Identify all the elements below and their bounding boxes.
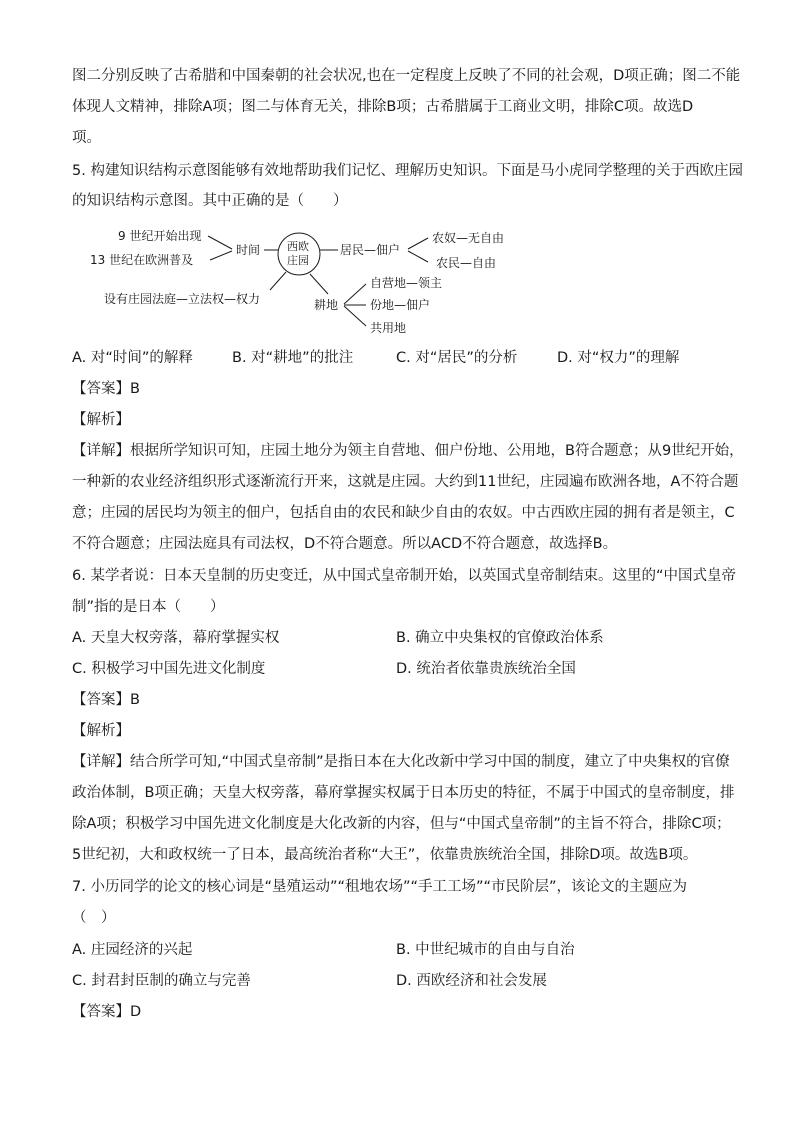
option-d: D. 西欧经济和社会发展 (396, 973, 547, 989)
option-d: D. 对“权力”的理解 (557, 350, 680, 366)
analysis-label: 【解析】 (72, 412, 130, 428)
option-d: D. 统治者依靠贵族统治全国 (396, 661, 576, 677)
question-stem: 5. 构建知识结构示意图能够有效地帮助我们记忆、理解历史知识。下面是马小虎同学整理的关于西欧庄园 (72, 163, 743, 179)
diagram-land-item: 自营地—领主 (370, 276, 443, 290)
option-c: C. 封君封臣制的确立与完善 (72, 973, 251, 989)
analysis-label: 【解析】 (72, 723, 130, 739)
intro-line: 图二分别反映了古希腊和中国秦朝的社会状况,也在一定程度上反映了不同的社会观，D项正确；图二不能 (72, 68, 741, 84)
detail-line: 除A项；积极学习中国先进文化制度是大化改新的内容，但与“中国式皇帝制”的主旨不符合，排除C项； (72, 816, 731, 832)
diagram-time-item: 13 世纪在欧洲普及 (90, 253, 194, 267)
detail-line: 政治体制，B项正确；天皇大权旁落，幕府掌握实权属于日本历史的特征，不属于中国式的皇帝制度，排 (72, 785, 735, 801)
detail-line: 不符合题意；庄园法庭具有司法权，D不符合题意。所以ACD不符合题意，故选择B。 (72, 536, 618, 552)
diagram-land-label: 耕地 (314, 298, 339, 312)
detail-line: 【详解】根据所学知识可知，庄园土地分为领主自营地、佃户份地、公用地，B符合题意；从9世纪开始， (72, 443, 744, 459)
intro-line: 项。 (72, 130, 101, 146)
option-b: B. 中世纪城市的自由与自治 (396, 942, 575, 958)
detail-line: 意；庄园的居民均为领主的佃户，包括自由的农民和缺少自由的农奴。中古西欧庄园的拥有者是领主，C (72, 505, 735, 521)
option-c: C. 对“居民”的分析 (396, 350, 518, 366)
detail-line: 【详解】结合所学可知,“中国式皇帝制”是指日本在大化改新中学习中国的制度，建立了中央集权的官僚 (72, 754, 730, 770)
answer-line: 【答案】B (72, 381, 140, 397)
question-stem: 7. 小历同学的论文的核心词是“垦殖运动”“租地农场”“手工工场”“市民阶层”，该论文的主题应为 (72, 879, 688, 895)
diagram-time-item: 9 世纪开始出现 (118, 229, 202, 243)
answer-line: 【答案】D (72, 1004, 142, 1020)
diagram-power-chain: 设有庄园法庭—立法权—权力 (104, 292, 261, 306)
diagram-center-text: 庄园 (287, 254, 309, 267)
detail-line: 一种新的农业经济组织形式逐渐流行开来，这就是庄园。大约到11世纪，庄园遍布欧洲各地，A不符合题 (72, 474, 739, 490)
option-a: A. 对“时间”的解释 (72, 350, 193, 366)
option-c: C. 积极学习中国先进文化制度 (72, 661, 266, 677)
diagram-center-text: 西欧 (287, 240, 309, 253)
answer-line: 【答案】B (72, 692, 140, 708)
question-stem: 6. 某学者说：日本天皇制的历史变迁，从中国式皇帝制开始，以英国式皇帝制结束。这里的“中国式皇帝 (72, 568, 736, 584)
option-a: A. 庄园经济的兴起 (72, 942, 193, 958)
diagram-resident-item: 农奴—无自由 (432, 231, 505, 245)
diagram-resident-label: 居民—佃户 (340, 243, 401, 257)
diagram-land-item: 共用地 (370, 321, 407, 335)
intro-line: 体现人文精神，排除A项；图二与体育无关，排除B项；古希腊属于工商业文明，排除C项。故选D (72, 99, 694, 115)
question-stem: （ ） (72, 910, 116, 926)
diagram-land-item: 份地—佃户 (370, 298, 431, 312)
manor-structure-diagram (80, 222, 520, 342)
option-b: B. 对“耕地”的批注 (232, 350, 354, 366)
diagram-time-label: 时间 (236, 243, 261, 257)
option-b: B. 确立中央集权的官僚政治体系 (396, 630, 604, 646)
question-stem: 的知识结构示意图。其中正确的是（ ） (72, 193, 348, 209)
question-stem: 制”指的是日本（ ） (72, 599, 225, 615)
diagram-resident-item: 农民—自由 (436, 256, 497, 270)
option-a: A. 天皇大权旁落，幕府掌握实权 (72, 630, 280, 646)
detail-line: 5世纪初，大和政权统一了日本，最高统治者称“大王”，依靠贵族统治全国，排除D项。故选B项。 (72, 847, 698, 863)
